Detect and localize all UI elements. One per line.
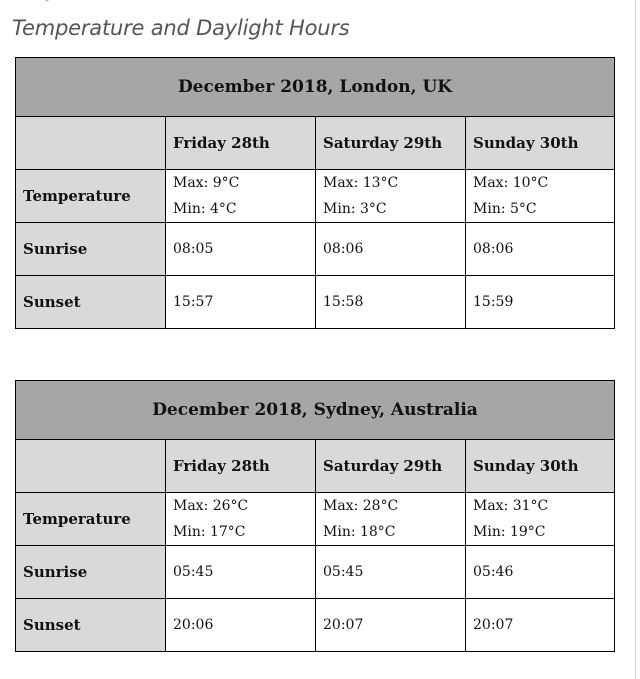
min-temperature: Min: 19°C — [473, 524, 546, 540]
row-header-sunrise: Sunrise — [16, 546, 166, 599]
corner-cell — [16, 117, 166, 170]
row-header-sunset: Sunset — [16, 276, 166, 329]
sunset-cell: 20:06 — [166, 599, 316, 652]
max-temperature: Max: 28°C — [323, 498, 399, 514]
column-header-day: Saturday 29th — [316, 440, 466, 493]
row-header-sunrise: Sunrise — [16, 223, 166, 276]
sunrise-cell: 05:46 — [466, 546, 615, 599]
min-temperature: Min: 3°C — [323, 201, 387, 217]
sunrise-row — [16, 546, 615, 599]
temperature-cell — [166, 493, 316, 546]
sunset-cell: 20:07 — [316, 599, 466, 652]
max-temperature: Max: 13°C — [323, 175, 399, 191]
sunrise-cell: 05:45 — [166, 546, 316, 599]
min-temperature: Min: 4°C — [173, 201, 237, 217]
sunset-cell: 15:58 — [316, 276, 466, 329]
sunset-row — [16, 276, 615, 329]
scroll-edge-divider — [635, 0, 636, 679]
max-temperature: Max: 9°C — [173, 175, 240, 191]
column-header-day: Saturday 29th — [316, 117, 466, 170]
max-temperature: Max: 10°C — [473, 175, 549, 191]
temperature-cell — [316, 170, 466, 223]
min-temperature: Min: 18°C — [323, 524, 396, 540]
column-header-day: Sunday 30th — [466, 440, 615, 493]
sunrise-cell: 05:45 — [316, 546, 466, 599]
table-caption: December 2018, Sydney, Australia — [16, 381, 615, 440]
row-header-temperature: Temperature — [16, 170, 166, 223]
table-caption: December 2018, London, UK — [16, 58, 615, 117]
temperature-cell — [466, 493, 615, 546]
sunset-row — [16, 599, 615, 652]
temperature-row — [16, 170, 615, 223]
sunset-cell: 15:57 — [166, 276, 316, 329]
temperature-cell — [316, 493, 466, 546]
temperature-row — [16, 493, 615, 546]
page-title: Temperature and Daylight Hours — [12, 16, 350, 40]
sunrise-row — [16, 223, 615, 276]
min-temperature: Min: 5°C — [473, 201, 537, 217]
corner-cell — [16, 440, 166, 493]
table-header-row — [16, 117, 615, 170]
sunset-cell: 20:07 — [466, 599, 615, 652]
row-header-temperature: Temperature — [16, 493, 166, 546]
temperature-cell — [466, 170, 615, 223]
sunset-cell: 15:59 — [466, 276, 615, 329]
max-temperature: Max: 31°C — [473, 498, 549, 514]
london-weather-table — [15, 57, 615, 329]
chevron-down-icon — [40, 0, 54, 4]
column-header-day: Sunday 30th — [466, 117, 615, 170]
temperature-cell — [166, 170, 316, 223]
sunrise-cell: 08:06 — [316, 223, 466, 276]
table-header-row — [16, 440, 615, 493]
column-header-day: Friday 28th — [166, 440, 316, 493]
sydney-weather-table — [15, 380, 615, 652]
row-header-sunset: Sunset — [16, 599, 166, 652]
max-temperature: Max: 26°C — [173, 498, 249, 514]
sunrise-cell: 08:06 — [466, 223, 615, 276]
min-temperature: Min: 17°C — [173, 524, 246, 540]
column-header-day: Friday 28th — [166, 117, 316, 170]
sunrise-cell: 08:05 — [166, 223, 316, 276]
